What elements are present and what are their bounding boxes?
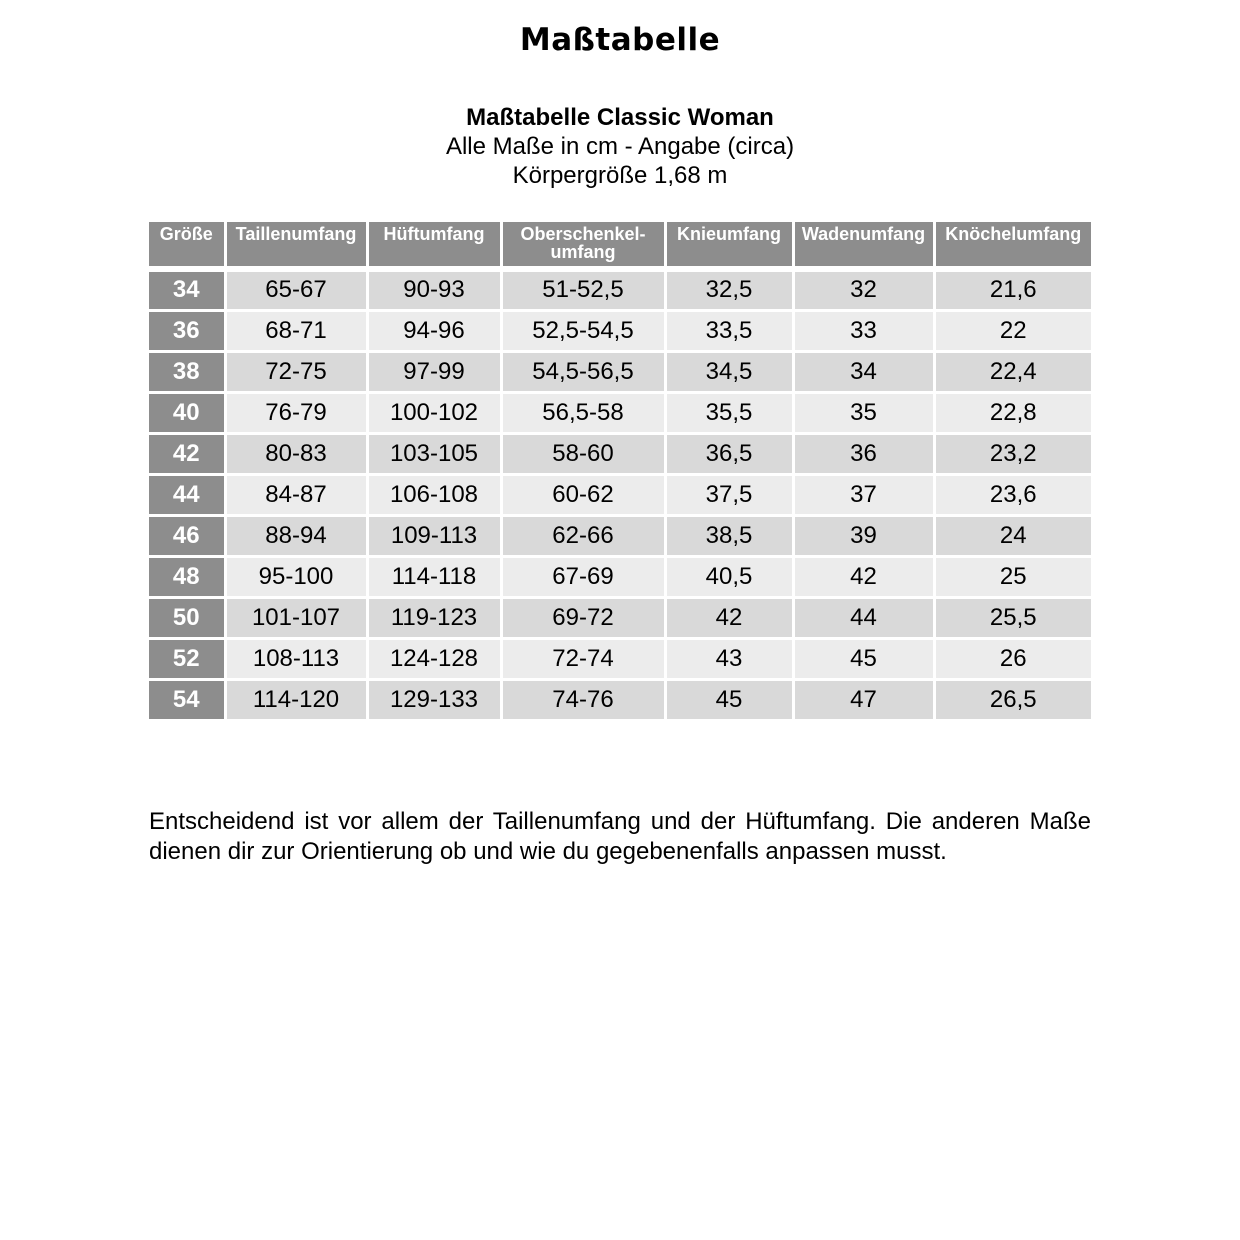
measurement-cell: 37,5: [665, 474, 793, 515]
header-wadenumfang: Wadenumfang: [793, 222, 934, 269]
table-heading: Maßtabelle Classic Woman: [466, 104, 774, 131]
measurement-cell: 56,5-58: [501, 392, 665, 433]
size-cell: 42: [149, 433, 225, 474]
measurement-cell: 34,5: [665, 351, 793, 392]
size-cell: 36: [149, 310, 225, 351]
measurement-cell: 21,6: [934, 269, 1091, 310]
measurement-cell: 62-66: [501, 515, 665, 556]
table-row: [149, 515, 1091, 556]
measurement-cell: 36,5: [665, 433, 793, 474]
measurement-cell: 52,5-54,5: [501, 310, 665, 351]
measurement-cell: 25: [934, 556, 1091, 597]
measurement-cell: 32: [793, 269, 934, 310]
measurement-cell: 84-87: [225, 474, 367, 515]
page-title: Maßtabelle: [519, 22, 721, 58]
measurement-cell: 43: [665, 638, 793, 679]
measurement-cell: 37: [793, 474, 934, 515]
table-subtitle: [0, 103, 1240, 190]
measurement-cell: 22,4: [934, 351, 1091, 392]
measurement-cell: 90-93: [367, 269, 501, 310]
measurement-cell: 25,5: [934, 597, 1091, 638]
measurement-cell: 100-102: [367, 392, 501, 433]
measurement-cell: 23,6: [934, 474, 1091, 515]
size-cell: 38: [149, 351, 225, 392]
measurement-cell: 32,5: [665, 269, 793, 310]
measurement-cell: 58-60: [501, 433, 665, 474]
measurement-cell: 106-108: [367, 474, 501, 515]
measurement-cell: 80-83: [225, 433, 367, 474]
measurement-cell: 42: [793, 556, 934, 597]
measurement-cell: 94-96: [367, 310, 501, 351]
measurement-cell: 51-52,5: [501, 269, 665, 310]
measurement-cell: 26,5: [934, 679, 1091, 720]
header-taillenumfang: Taillenumfang: [225, 222, 367, 269]
table-row: [149, 310, 1091, 351]
size-cell: 52: [149, 638, 225, 679]
measurement-cell: 33,5: [665, 310, 793, 351]
measurement-cell: 47: [793, 679, 934, 720]
table-header-row: [149, 222, 1091, 269]
header-knieumfang: Knieumfang: [665, 222, 793, 269]
measurement-cell: 60-62: [501, 474, 665, 515]
size-cell: 40: [149, 392, 225, 433]
size-cell: 54: [149, 679, 225, 720]
table-row: [149, 392, 1091, 433]
measurement-cell: 101-107: [225, 597, 367, 638]
measurement-cell: 88-94: [225, 515, 367, 556]
measurement-cell: 72-74: [501, 638, 665, 679]
measurement-cell: 109-113: [367, 515, 501, 556]
measurement-cell: 108-113: [225, 638, 367, 679]
header-groesse: Größe: [149, 222, 225, 269]
table-row: [149, 679, 1091, 720]
size-cell: 44: [149, 474, 225, 515]
table-row: [149, 597, 1091, 638]
measurement-cell: 23,2: [934, 433, 1091, 474]
measurement-cell: 76-79: [225, 392, 367, 433]
body-height-note: Körpergröße 1,68 m: [512, 162, 728, 189]
measurement-cell: 45: [793, 638, 934, 679]
measurement-cell: 65-67: [225, 269, 367, 310]
measurement-cell: 114-120: [225, 679, 367, 720]
table-row: [149, 556, 1091, 597]
measurement-cell: 26: [934, 638, 1091, 679]
measurement-cell: 74-76: [501, 679, 665, 720]
measurement-cell: 124-128: [367, 638, 501, 679]
measurement-cell: 36: [793, 433, 934, 474]
measurement-cell: 45: [665, 679, 793, 720]
header-oberschenkelumfang: Oberschenkel- umfang: [501, 222, 665, 269]
measurement-cell: 38,5: [665, 515, 793, 556]
table-row: [149, 269, 1091, 310]
measurement-cell: 40,5: [665, 556, 793, 597]
measurement-cell: 34: [793, 351, 934, 392]
table-row: [149, 433, 1091, 474]
header-hueftumfang: Hüftumfang: [367, 222, 501, 269]
size-cell: 46: [149, 515, 225, 556]
measurement-cell: 33: [793, 310, 934, 351]
measurement-cell: 39: [793, 515, 934, 556]
measurement-cell: 67-69: [501, 556, 665, 597]
measurement-cell: 69-72: [501, 597, 665, 638]
size-cell: 50: [149, 597, 225, 638]
measurement-cell: 119-123: [367, 597, 501, 638]
measurement-cell: 22,8: [934, 392, 1091, 433]
table-row: [149, 638, 1091, 679]
measurement-cell: 129-133: [367, 679, 501, 720]
measurement-cell: 54,5-56,5: [501, 351, 665, 392]
size-table: [149, 222, 1091, 722]
measurement-cell: 114-118: [367, 556, 501, 597]
fit-note: Entscheidend ist vor allem der Taillenumfang und der Hüftumfang. Die anderen Maße dienen dir zur Orientierung ob und wie du gegebenenfalls anpassen musst.: [149, 808, 1091, 865]
table-row: [149, 351, 1091, 392]
measurement-cell: 22: [934, 310, 1091, 351]
measurement-cell: 44: [793, 597, 934, 638]
size-cell: 34: [149, 269, 225, 310]
measurement-cell: 95-100: [225, 556, 367, 597]
measurement-cell: 68-71: [225, 310, 367, 351]
size-cell: 48: [149, 556, 225, 597]
table-row: [149, 474, 1091, 515]
measurement-cell: 35,5: [665, 392, 793, 433]
measurement-cell: 24: [934, 515, 1091, 556]
measurement-cell: 72-75: [225, 351, 367, 392]
units-note: Alle Maße in cm - Angabe (circa): [445, 133, 795, 160]
measurement-cell: 97-99: [367, 351, 501, 392]
measurement-cell: 103-105: [367, 433, 501, 474]
measurement-cell: 35: [793, 392, 934, 433]
header-knoechelumfang: Knöchelumfang: [934, 222, 1091, 269]
measurement-cell: 42: [665, 597, 793, 638]
